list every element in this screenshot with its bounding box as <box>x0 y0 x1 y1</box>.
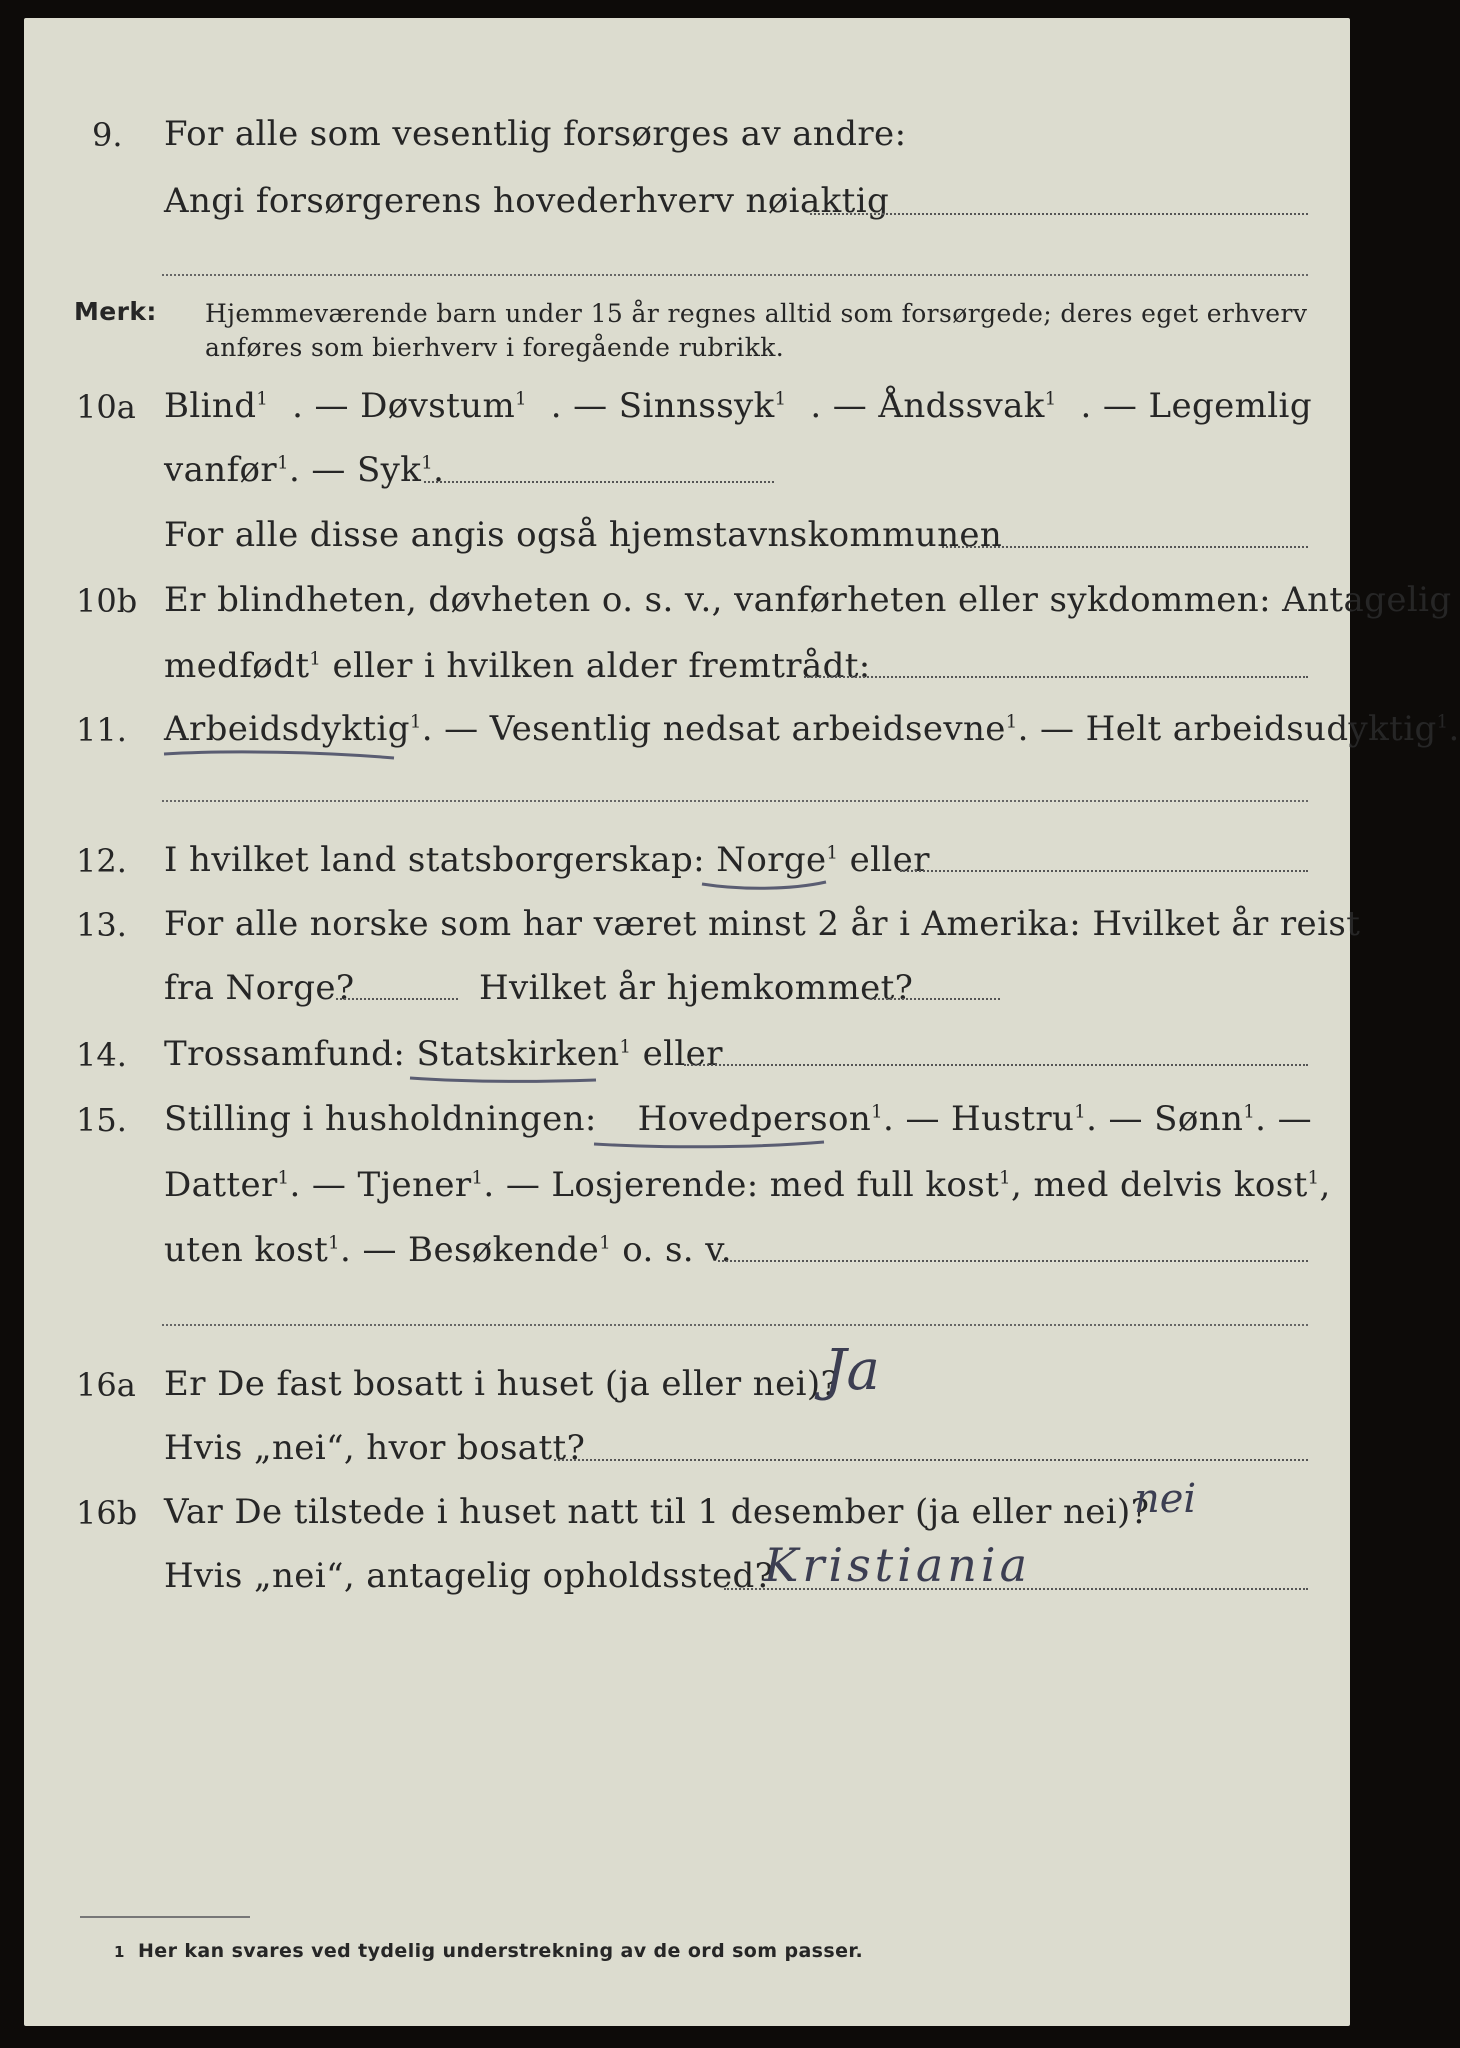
item-15-line1 <box>164 1099 1312 1139</box>
item-10a-line1 <box>164 386 1312 426</box>
footnote-text: Her kan svares ved tydelig understrekning av de ord som passer. <box>138 1940 864 1962</box>
item-9-line1: For alle som vesentlig forsørges av andre: <box>164 114 907 154</box>
handwritten-answer-16b: nei <box>1134 1476 1197 1522</box>
item-16b-line2: Hvis „nei“, antagelig opholdssted? <box>164 1556 774 1596</box>
opt-norge: Norge <box>716 840 827 880</box>
item-number-14: 14. <box>76 1036 127 1074</box>
opt-legemlig: . — Legemlig <box>1080 386 1312 426</box>
item-10a-syk-line <box>424 481 774 483</box>
item-16a-line2: Hvis „nei“, hvor bosatt? <box>164 1428 586 1468</box>
opt-blind: Blind$^1$ <box>164 386 269 426</box>
item-13-reist-line <box>336 998 458 1000</box>
handwritten-answer-16a: Ja <box>824 1338 880 1403</box>
item-9-line2: Angi forsørgerens hovederhverv nøiaktig <box>164 181 890 221</box>
item-10a-line3: For alle disse angis også hjemstavnskommunen <box>164 515 1003 555</box>
item-12-line: I hvilket land statsborgerskap: Norge$^1$ eller <box>164 840 930 880</box>
item-13-hjemkommet-line <box>870 998 1000 1000</box>
item-9-answer-line <box>810 213 1308 215</box>
opt-arbeidsdyktig: Arbeidsdyktig <box>164 709 410 749</box>
item-13-line2a: fra Norge? <box>164 968 355 1008</box>
opt-statskirken: Statskirken <box>416 1034 620 1074</box>
item-15-line3: uten kost$^1$. — Besøkende$^1$ o. s. v. <box>164 1230 732 1270</box>
item-15-label: Stilling i husholdningen: <box>164 1099 597 1139</box>
item-14-answer-line <box>684 1064 1308 1066</box>
item-number-13: 13. <box>76 906 127 944</box>
item-16a-line1: Er De fast bosatt i huset (ja eller nei)? <box>164 1364 840 1404</box>
item-number-16b: 16b <box>76 1494 138 1532</box>
underline-norge <box>700 878 830 894</box>
item-16b-line1: Var De tilstede i huset natt til 1 desember (ja eller nei)? <box>164 1492 1150 1532</box>
item-number-10a: 10a <box>76 388 136 426</box>
item-10b-line2: medfødt$^1$ eller i hvilken alder fremtrådt: <box>164 646 871 686</box>
item-9-extra-line <box>162 274 1308 276</box>
item-10b-answer-line <box>804 676 1308 678</box>
item-15-answer-line <box>718 1260 1308 1262</box>
underline-arbeidsdyktig <box>162 746 398 762</box>
item-number-11: 11. <box>76 711 127 749</box>
item-15-extra-line <box>162 1324 1308 1326</box>
footnote-mark: 1 <box>114 1943 125 1961</box>
item-13-line1: For alle norske som har været minst 2 år i Amerika: Hvilket år reist <box>164 904 1361 944</box>
item-number-9: 9. <box>92 116 123 154</box>
item-number-12: 12. <box>76 842 127 880</box>
item-13-line2b: Hvilket år hjemkommet? <box>479 968 914 1008</box>
footnote-separator <box>80 1916 250 1918</box>
merk-line2: anføres som bierhverv i foregående rubrikk. <box>205 333 785 362</box>
item-15-line2: Datter$^1$. — Tjener$^1$. — Losjerende: med full kost$^1$, med delvis kost$^1$, <box>164 1165 1331 1205</box>
item-10b-line1: Er blindheten, døvheten o. s. v., vanførheten eller sykdommen: Antagelig <box>164 580 1452 620</box>
item-16a-answer-line <box>554 1459 1308 1461</box>
item-11-extra-line <box>162 800 1308 802</box>
item-10a-line2: vanfør$^1$. — Syk$^1$. <box>164 450 445 490</box>
item-number-10b: 10b <box>76 582 138 620</box>
opt-dovstum: . — Døvstum$^1$ <box>292 386 527 426</box>
underline-statskirken <box>408 1072 600 1088</box>
opt-sinnssyk: . — Sinnssyk$^1$ <box>550 386 787 426</box>
opt-andssvak: . — Åndssvak$^1$ <box>810 386 1057 426</box>
item-12-answer-line <box>900 870 1308 872</box>
item-number-15: 15. <box>76 1101 127 1139</box>
form-page <box>24 18 1460 2026</box>
merk-line1: Hjemmeværende barn under 15 år regnes alltid som forsørgede; deres eget erhverv <box>205 299 1308 328</box>
item-number-16a: 16a <box>76 1366 136 1404</box>
opt-hovedperson: Hovedperson$^1$. — Hustru$^1$. — Sønn$^1$. — <box>637 1099 1312 1139</box>
underline-hovedperson <box>592 1136 828 1152</box>
merk-label: Merk: <box>74 297 157 326</box>
item-10a-answer-line <box>942 546 1308 548</box>
item-11-line: Arbeidsdyktig$^1$. — Vesentlig nedsat arbeidsevne$^1$. — Helt arbeidsudyktig$^1$. <box>164 709 1460 749</box>
item-14-line: Trossamfund: Statskirken$^1$ eller <box>164 1034 723 1074</box>
handwritten-opholdssted: Kristiania <box>764 1538 1032 1592</box>
